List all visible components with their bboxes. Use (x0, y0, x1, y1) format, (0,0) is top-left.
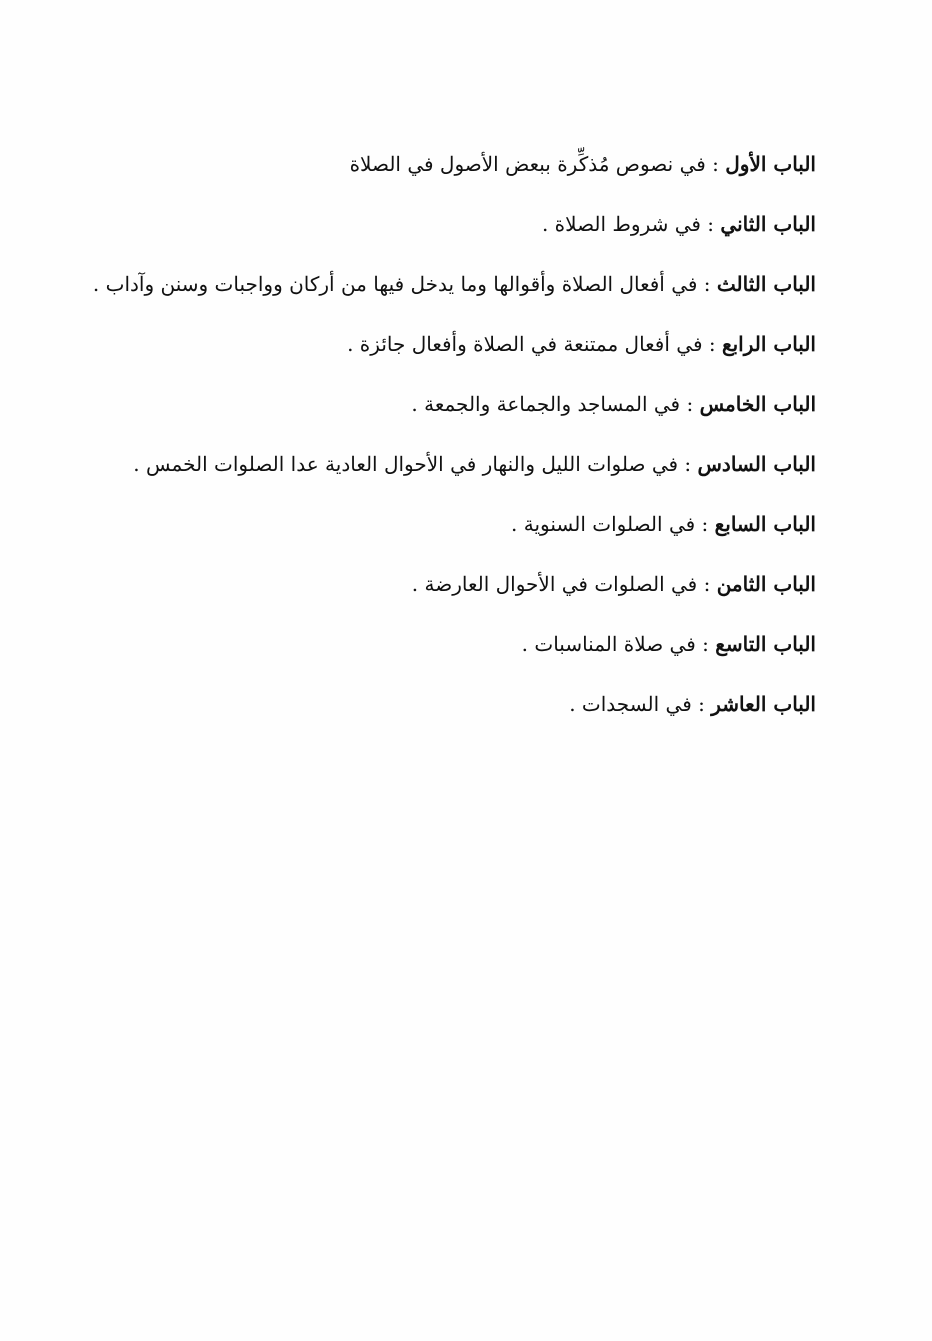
chapter-title: الباب السابع (714, 512, 816, 536)
chapter-description: في الصلوات في الأحوال العارضة . (411, 572, 698, 596)
chapter-description: في صلاة المناسبات . (521, 632, 696, 656)
chapter-line (56, 502, 816, 562)
chapter-description: في المساجد والجماعة والجمعة . (411, 392, 681, 416)
chapter-description: في السجدات . (569, 692, 692, 716)
chapter-separator: : (695, 632, 716, 656)
chapter-title: الباب العاشر (711, 692, 816, 716)
chapter-separator: : (691, 692, 712, 716)
chapter-title: الباب الثاني (720, 212, 816, 236)
chapter-line (56, 202, 816, 262)
chapter-title: الباب الثالث (716, 272, 816, 296)
chapter-line (56, 142, 816, 202)
chapter-description: في صلوات الليل والنهار في الأحوال العادية عدا الصلوات الخمس . (133, 452, 679, 476)
chapter-list (56, 142, 816, 742)
chapter-title: الباب التاسع (715, 632, 816, 656)
chapter-separator: : (697, 272, 717, 296)
chapter-title: الباب الثامن (716, 572, 816, 596)
chapter-separator: : (697, 572, 717, 596)
chapter-title: الباب السادس (697, 452, 816, 476)
chapter-separator: : (695, 512, 715, 536)
chapter-line (56, 322, 816, 382)
chapter-description: في أفعال ممتنعة في الصلاة وأفعال جائزة . (347, 332, 703, 356)
chapter-line (56, 682, 816, 742)
chapter-separator: : (678, 452, 698, 476)
chapter-description: في الصلوات السنوية . (511, 512, 696, 536)
chapter-separator: : (702, 332, 722, 356)
chapter-separator: : (680, 392, 700, 416)
chapter-separator: : (705, 152, 726, 176)
chapter-title: الباب الخامس (699, 392, 816, 416)
chapter-description: في نصوص مُذكِّرة ببعض الأصول في الصلاة (349, 152, 706, 176)
chapter-title: الباب الرابع (721, 332, 816, 356)
chapter-line (56, 382, 816, 442)
chapter-description: في أفعال الصلاة وأقوالها وما يدخل فيها من أركان وواجبات وسنن وآداب . (92, 272, 698, 296)
chapter-line (56, 562, 816, 622)
chapter-description: في شروط الصلاة . (541, 212, 701, 236)
chapter-title: الباب الأول (725, 152, 816, 176)
chapter-separator: : (700, 212, 721, 236)
chapter-line (56, 622, 816, 682)
chapter-line (56, 262, 816, 322)
chapter-line (56, 442, 816, 502)
